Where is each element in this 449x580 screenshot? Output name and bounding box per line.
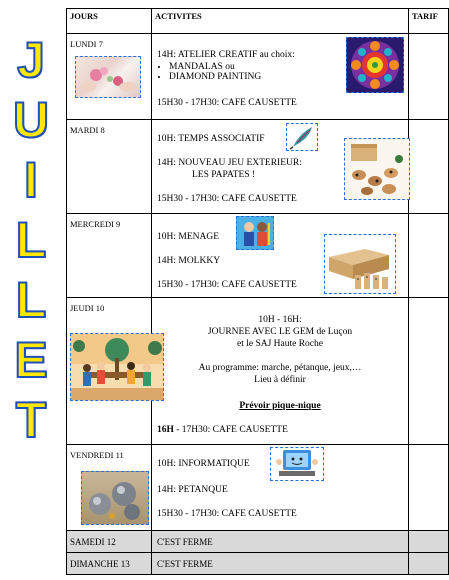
day-row-mercredi — [67, 214, 449, 298]
activity-line: 10H: INFORMATIQUE — [157, 459, 250, 469]
header-tarif: TARIF — [409, 9, 449, 34]
activity-line: 14H: ATELIER CREATIF au choix: — [157, 50, 295, 60]
day-label: LUNDI 7 — [70, 39, 103, 49]
day-row-vendredi — [67, 445, 449, 531]
tarif-cell — [409, 214, 449, 298]
tarif-cell — [409, 120, 449, 214]
header-jours: JOURS — [67, 9, 152, 34]
day-cell — [67, 214, 152, 298]
tarif-cell — [409, 298, 449, 445]
tarif-cell — [409, 531, 449, 553]
activity-line: LES PAPATES ! — [192, 170, 256, 180]
activity-line — [157, 425, 288, 435]
day-row-mardi — [67, 120, 449, 214]
schedule-table — [66, 8, 449, 575]
day-label: SAMEDI 12 — [67, 531, 152, 553]
day-row-samedi — [67, 531, 449, 553]
day-label: VENDREDI 11 — [70, 450, 124, 460]
molkky-image — [324, 234, 396, 294]
day-label: DIMANCHE 13 — [67, 553, 152, 575]
month-letter: J — [17, 32, 45, 88]
activity-cell — [152, 445, 409, 531]
outing-image — [70, 333, 164, 401]
computer-icon — [270, 447, 324, 481]
tarif-cell — [409, 553, 449, 575]
activity-list — [157, 62, 261, 82]
day-row-dimanche — [67, 553, 449, 575]
activity-line: 10H: TEMPS ASSOCIATIF — [157, 134, 265, 144]
activity-cell — [152, 298, 409, 445]
closed-text: C'EST FERME — [152, 531, 409, 553]
closed-text: C'EST FERME — [152, 553, 409, 575]
month-letter: U — [12, 92, 50, 148]
day-cell — [67, 34, 152, 120]
activity-line: et le SAJ Haute Roche — [236, 339, 323, 349]
day-label: JEUDI 10 — [70, 303, 105, 313]
painting-image — [75, 56, 141, 98]
activity-line: 10H: MENAGE — [157, 232, 220, 242]
activity-line: 15H30 - 17H30: CAFE CAUSETTE — [157, 509, 297, 519]
day-label: MARDI 8 — [70, 125, 105, 135]
activity-line: 15H30 - 17H30: CAFE CAUSETTE — [157, 98, 297, 108]
month-title — [0, 30, 62, 450]
activity-line: Au programme: marche, pétanque, jeux,… — [198, 363, 362, 373]
activity-line: 10H - 16H: — [258, 315, 302, 325]
activity-cell — [152, 120, 409, 214]
month-letter: L — [15, 272, 47, 328]
month-letter: E — [14, 332, 48, 388]
cleaning-image — [236, 216, 274, 250]
tarif-cell — [409, 445, 449, 531]
list-item: • DIAMOND PAINTING — [169, 72, 261, 82]
time-rest: - 17H30: CAFE CAUSETTE — [173, 425, 288, 435]
activity-line: Lieu à définir — [254, 375, 306, 385]
day-row-lundi — [67, 34, 449, 120]
day-label: MERCREDI 9 — [70, 219, 121, 229]
time-bold: 16H — [157, 425, 174, 435]
list-item: • MANDALAS ou — [169, 62, 261, 72]
activity-cell — [152, 34, 409, 120]
month-letter: L — [15, 212, 47, 268]
mandala-image — [346, 37, 404, 93]
header-activites: ACTIVITES — [152, 9, 409, 34]
activity-line: JOURNEE AVEC LE GEM de Luçon — [207, 327, 353, 337]
feather-icon — [286, 123, 318, 151]
activity-cell — [152, 214, 409, 298]
day-cell — [67, 445, 152, 531]
petanque-image — [81, 471, 149, 525]
day-cell — [67, 120, 152, 214]
tarif-cell — [409, 34, 449, 120]
activity-line: 15H30 - 17H30: CAFE CAUSETTE — [157, 280, 297, 290]
activity-line: 14H: MOLKKY — [157, 256, 221, 266]
month-letter: I — [24, 152, 38, 208]
activity-line: 14H: NOUVEAU JEU EXTERIEUR: — [157, 158, 302, 168]
activity-line: 15H30 - 17H30: CAFE CAUSETTE — [157, 194, 297, 204]
month-letter: T — [15, 392, 47, 448]
papates-game-image — [344, 138, 410, 200]
header-row — [67, 9, 449, 34]
activity-line: Prévoir pique-nique — [239, 401, 321, 411]
activity-line: 14H: PETANQUE — [157, 485, 228, 495]
